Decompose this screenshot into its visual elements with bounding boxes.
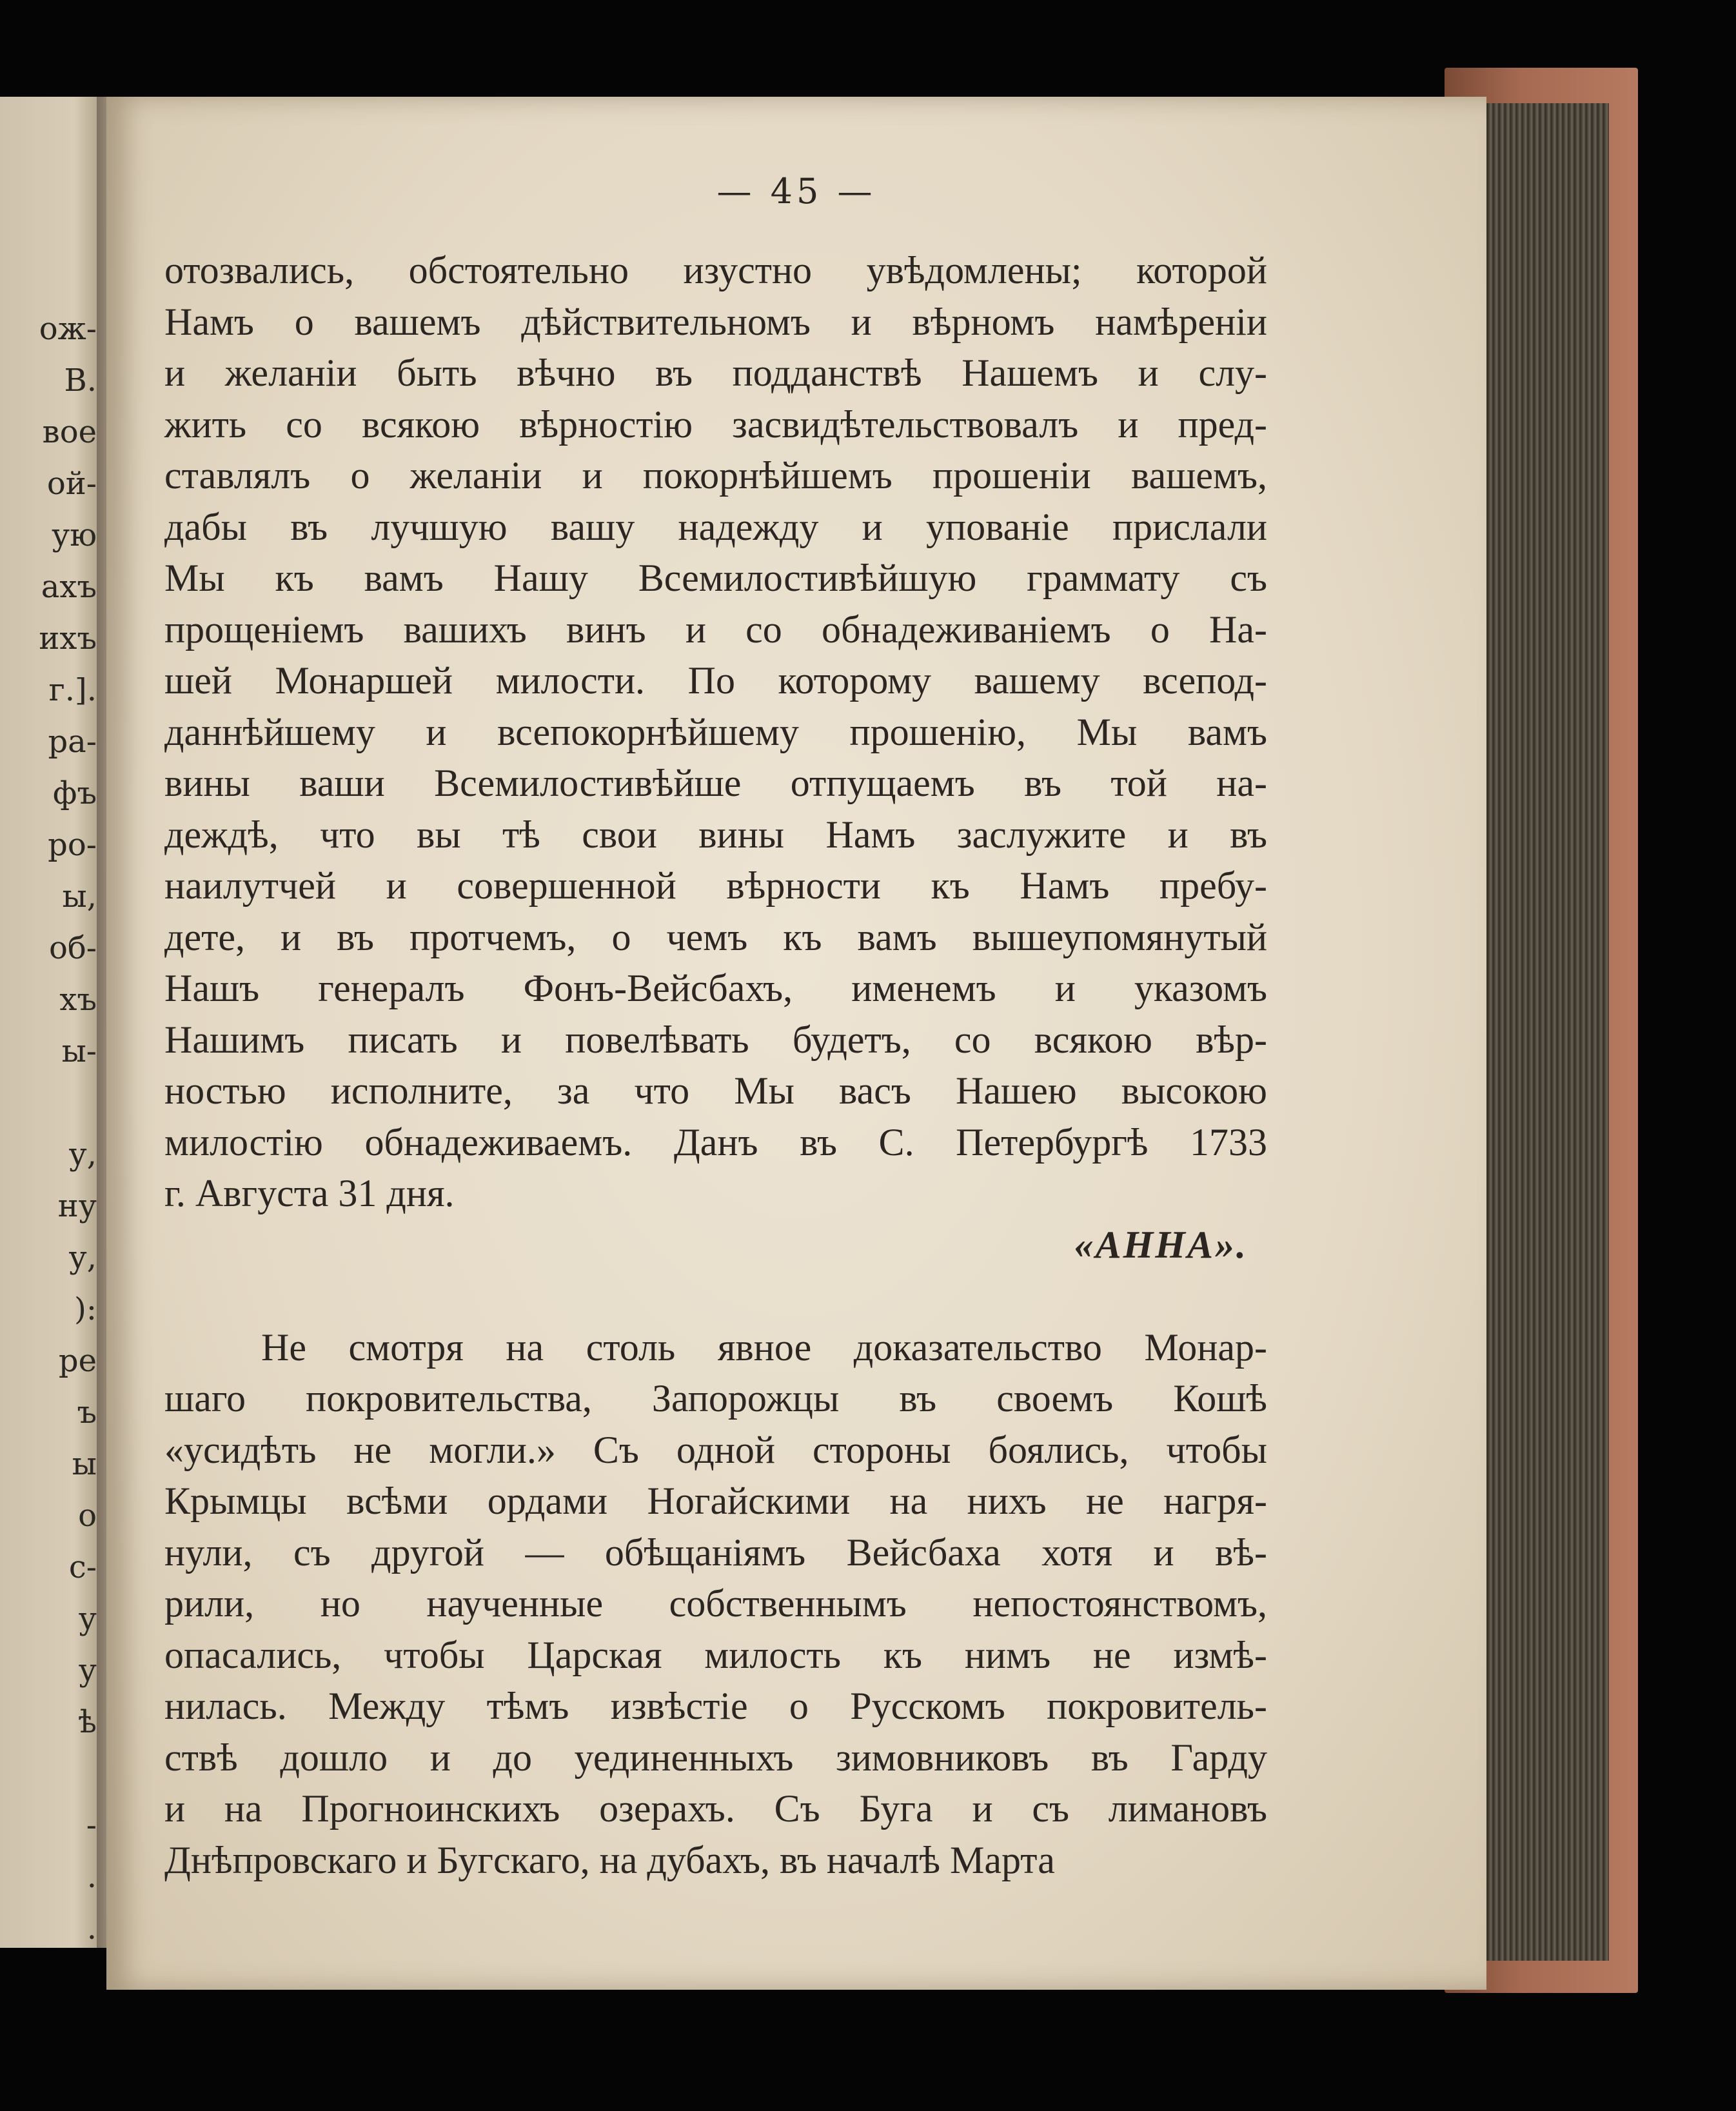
previous-page-fragment: у,: [68, 1136, 97, 1173]
previous-page-fragment: -: [86, 1807, 97, 1843]
text-line: и желаніи быть вѣчно въ подданствѣ Нашемъ и слу-: [164, 352, 1267, 394]
previous-page-fragment: .: [86, 1859, 97, 1895]
previous-page-fragment: ахъ: [41, 569, 97, 605]
text-line: рили, но наученные собственнымъ непостоянствомъ,: [164, 1582, 1267, 1625]
text-line: даннѣйшему и всепокорнѣйшему прошенію, Мы вамъ: [164, 710, 1267, 753]
previous-page-fragment: [0, 1748, 97, 1799]
text-line: вины ваши Всемилостивѣйше отпущаемъ въ той на-: [164, 762, 1267, 804]
previous-page-fragment: с-: [68, 1549, 97, 1585]
previous-page-fragment: г.].: [48, 672, 97, 708]
previous-page-fragment: ):: [74, 1291, 97, 1327]
page-number: — 45 —: [716, 171, 876, 212]
text-line: Нашъ генералъ Фонъ-Вейсбахъ, именемъ и указомъ: [164, 967, 1267, 1009]
previous-page-fragment: ы-: [61, 1033, 97, 1069]
previous-page-fragment: ой-: [46, 466, 97, 502]
previous-page-fragment: об-: [48, 930, 97, 966]
text-line: деждѣ, что вы тѣ свои вины Намъ заслужите и въ: [164, 813, 1267, 856]
previous-page-fragment: ы,: [62, 878, 97, 915]
text-line: нилась. Между тѣмъ извѣстіе о Русскомъ покровитель-: [164, 1685, 1267, 1727]
previous-page-fragment: у: [78, 1601, 97, 1637]
text-line: ставлялъ о желаніи и покорнѣйшемъ прошеніи вашемъ,: [164, 454, 1267, 497]
previous-page-fragment: ож-: [39, 311, 97, 347]
text-line: Нашимъ писать и повелѣвать будетъ, со всякою вѣр-: [164, 1018, 1267, 1061]
text-line: прощеніемъ вашихъ винъ и со обнадеживаніемъ о На-: [164, 608, 1267, 651]
text-line: дете, и въ протчемъ, о чемъ къ вамъ вышеупомянутый: [164, 915, 1267, 958]
previous-page-fragment: ъ: [77, 1394, 97, 1431]
signature: «АННА».: [1074, 1223, 1248, 1266]
text-line: нули, съ другой — обѣщаніямъ Вейсбаха хотя и вѣ-: [164, 1531, 1267, 1574]
previous-page-fragment: ую: [51, 517, 97, 553]
text-line: [164, 1322, 1267, 1374]
previous-page-fragment: ы: [72, 1446, 97, 1482]
text-line: Днѣпровскаго и Бугскаго, на дубахъ, въ началѣ Марта: [164, 1838, 1055, 1881]
paragraph-decree: [164, 245, 1267, 1220]
previous-page-fragment: ре: [58, 1343, 97, 1379]
previous-page-fragment: ро-: [48, 827, 97, 863]
previous-page-fragment: о: [78, 1498, 97, 1534]
previous-page-fragment: у,: [68, 1240, 97, 1276]
text-line: Крымцы всѣми ордами Ногайскими на нихъ не нагря-: [164, 1480, 1267, 1522]
text-line: шаго покровительства, Запорожцы въ своемъ Кошѣ: [164, 1377, 1267, 1420]
previous-page-fragment: ѣ: [78, 1704, 97, 1740]
current-page: [106, 97, 1486, 1990]
previous-page-fragment: [0, 1077, 97, 1129]
text-line: жить со всякою вѣрностію засвидѣтельствовалъ и пред-: [164, 402, 1267, 446]
page-body: [164, 245, 1267, 1886]
text-line: дабы въ лучшую вашу надежду и упованіе прислали: [164, 505, 1267, 548]
text-line: ствѣ дошло и до уединенныхъ зимовниковъ въ Гарду: [164, 1736, 1267, 1779]
previous-page-fragment: ну: [57, 1188, 97, 1224]
text-line: милостію обнадеживаемъ. Данъ въ С. Петербургѣ 1733: [164, 1120, 1267, 1164]
paragraph-narrative: [164, 1322, 1267, 1887]
text-line: Намъ о вашемъ дѣйствительномъ и вѣрномъ намѣреніи: [164, 300, 1267, 343]
text-line: опасались, чтобы Царская милость къ нимъ не измѣ-: [164, 1633, 1267, 1676]
text-line: ностью исполните, за что Мы васъ Нашею высокою: [164, 1069, 1267, 1112]
previous-page-text: [0, 303, 97, 1954]
text-line: шей Монаршей милости. По которому вашему всепод-: [164, 659, 1267, 702]
previous-page-fragment: В.: [64, 362, 97, 399]
previous-page-fragment: ихъ: [39, 620, 97, 657]
text-line: Мы къ вамъ Нашу Всемилостивѣйшую граммату съ: [164, 557, 1267, 599]
text-line: «усидѣть не могли.» Съ одной стороны боялись, чтобы: [164, 1428, 1267, 1471]
previous-page-fragment: хъ: [59, 982, 97, 1018]
text-line-content: Не смотря на столь явное доказательство Монар-: [261, 1325, 1267, 1369]
previous-page-fragment: вое: [42, 414, 97, 450]
previous-page-fragment: .: [86, 1910, 97, 1947]
previous-page-fragment: у: [78, 1652, 97, 1689]
text-line: отозвались, обстоятельно изустно увѣдомлены; которой: [164, 249, 1267, 292]
text-line: и на Прогноинскихъ озерахъ. Съ Буга и съ лимановъ: [164, 1787, 1267, 1830]
previous-page-fragment: фъ: [52, 775, 97, 811]
text-line: г. Августа 31 дня.: [164, 1172, 455, 1214]
previous-page-fragment: ра-: [48, 724, 97, 760]
text-line: наилутчей и совершенной вѣрности къ Намъ пребу-: [164, 864, 1267, 907]
paragraph-gap: [164, 1271, 1267, 1322]
